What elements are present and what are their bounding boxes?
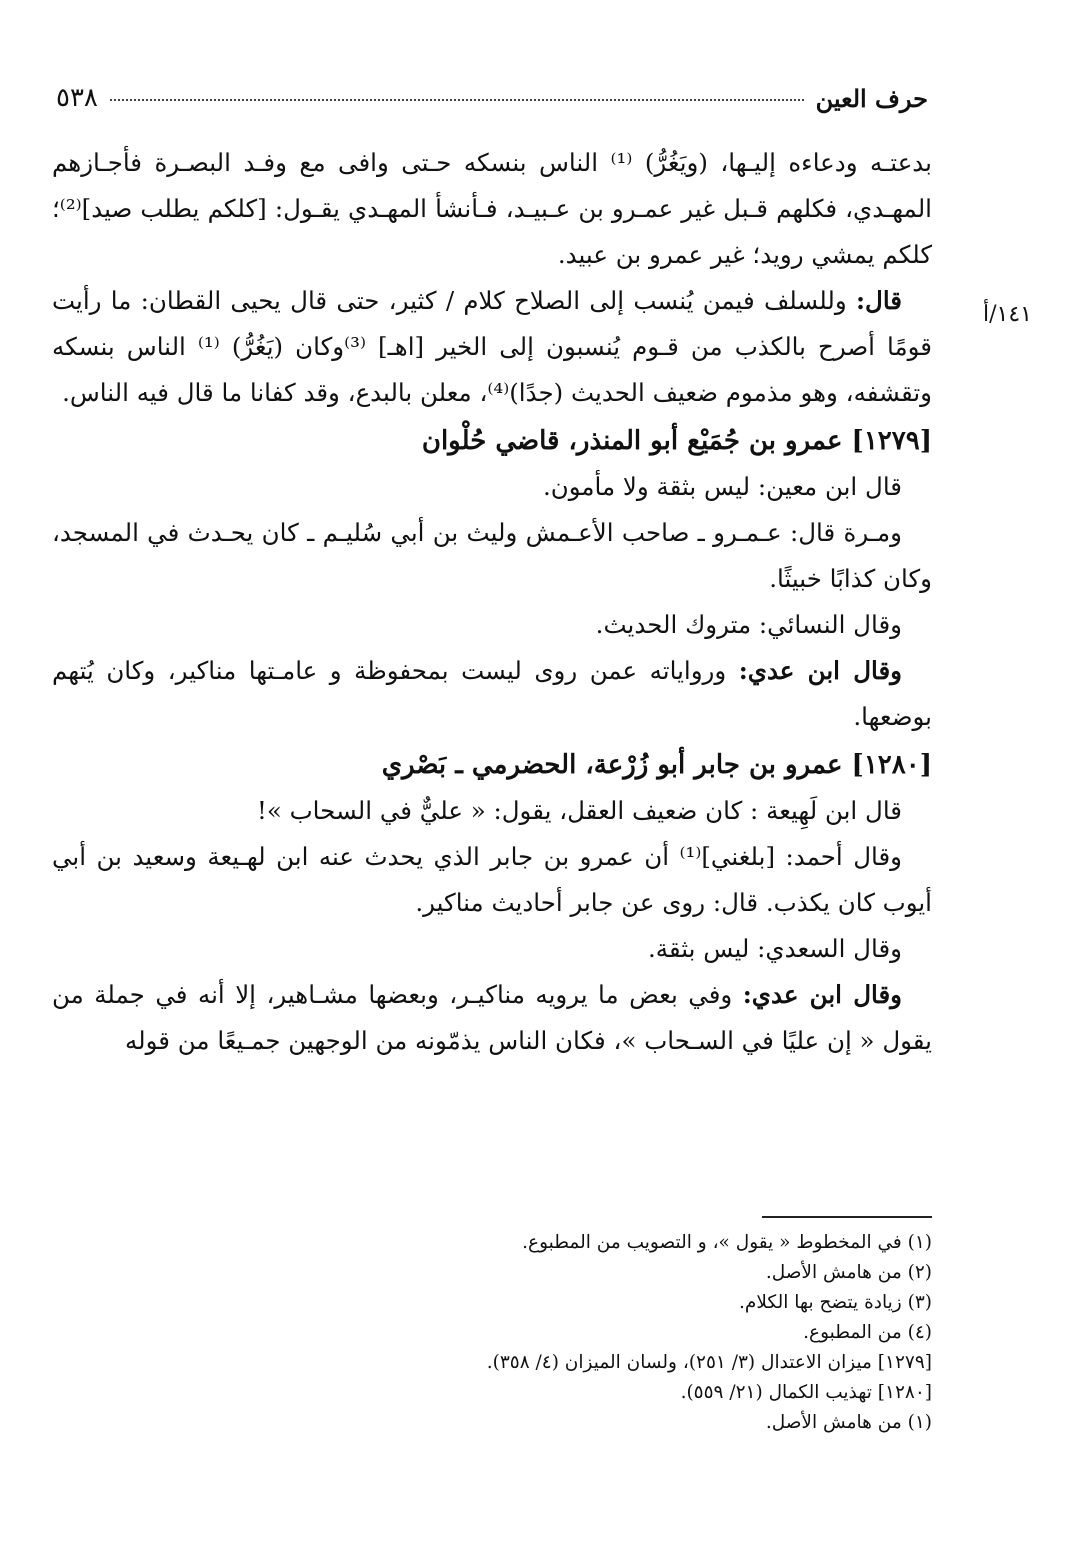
page-header <box>56 80 928 116</box>
paragraph: ومـرة قال: عـمـرو ـ صاحب الأعـمش وليث بن أبي سُليـم ـ كان يحـدث في المسجد، وكان كذابًا خبيثًا. <box>52 518 932 593</box>
paragraph: وقال أحمد: [بلغني]⁽¹⁾ أن عمرو بن جابر الذي يحدث عنه ابن لهـيعة وسعيد بن أبي أيوب كان يكذب. قال: روى عن جابر أحاديث مناكير. <box>52 842 932 917</box>
footnote-separator <box>762 1216 932 1218</box>
footnote: (١) من هامش الأصل. <box>765 1412 932 1433</box>
paragraph <box>52 278 932 416</box>
page-number: ٥٣٨ <box>56 83 98 113</box>
speaker-label: وقال ابن عدي: <box>742 980 903 1009</box>
paragraph: قال ابن معين: ليس بثقة ولا مأمون. <box>542 472 902 501</box>
footnote: [١٢٨٠] تهذيب الكمال (٢١/ ٥٥٩). <box>680 1382 932 1403</box>
header-dotted-rule <box>110 99 804 101</box>
paragraph: وقال السعدي: ليس بثقة. <box>647 934 902 963</box>
paragraph-text: ورواياته عمن روى ليست بمحفوظة و عامـتها مناكير، وكان يُتهم بوضعها. <box>52 656 932 731</box>
footnote: [١٢٧٩] ميزان الاعتدال (٣/ ٢٥١)، ولسان الميزان (٤/ ٣٥٨). <box>486 1352 932 1373</box>
footnote: (٣) زيادة يتضح بها الكلام. <box>739 1292 932 1313</box>
chapter-title: حرف العين <box>815 83 928 113</box>
paragraph <box>52 972 932 1064</box>
entry-heading-1280: [١٢٨٠] عمرو بن جابر أبو زُرْعة، الحضرمي ـ بَصْري <box>381 750 932 780</box>
paragraph: قال ابن لَهِيعة : كان ضعيف العقل، يقول: « عليٌّ في السحاب »! <box>256 796 902 825</box>
paragraph-text: وفي بعض ما يرويه مناكيـر، وبعضها مشـاهير، إلا أنه في جملة من يقول « إن عليًا في السـحاب »، فكان الناس يذمّونه من الوجهين جمـيعًا من قوله <box>52 980 932 1055</box>
entry-heading-1279: [١٢٧٩] عمرو بن جُمَيْع أبو المنذر، قاضي حُلْوان <box>421 426 932 456</box>
speaker-label: قال: <box>855 286 902 315</box>
paragraph: بدعتـه ودعاءه إليـها، (ويَغُرُّ) ⁽¹⁾ الناس بنسكه حـتى وافى مع وفـد البصـرة فأجـازهم المهـدي، فكلهم قـبل غير عمـرو بن عـبيـد، فـأنشأ المهـدي يقـول: [كلكم يطلب صيد]⁽²⁾؛ كلكم يمشي رويد؛ غير عمرو بن عبيد. <box>52 148 932 269</box>
manuscript-folio-marker: ١٤١/أ <box>983 302 1032 327</box>
footnotes <box>52 1228 932 1438</box>
paragraph: وقال النسائي: متروك الحديث. <box>595 610 902 639</box>
footnote: (٤) من المطبوع. <box>803 1322 932 1343</box>
paragraph <box>52 648 932 740</box>
footnote: (٢) من هامش الأصل. <box>765 1262 932 1283</box>
footnote: (١) في المخطوط « يقول »، و التصويب من المطبوع. <box>522 1232 932 1253</box>
speaker-label: وقال ابن عدي: <box>738 656 902 685</box>
paragraph-text: وللسلف فيمن يُنسب إلى الصلاح كلام / كثير، حتى قال يحيى القطان: ما رأيت قومًا أصرح بالكذب من قـوم يُنسبون إلى الخير [اهـ] ⁽³⁾وكان (يَغُرُّ) ⁽¹⁾ الناس بنسكه وتقشفه، وهو مذموم ضعيف الحديث (جدًا)⁽⁴⁾، معلن بالبدع، وقد كفانا ما قال فيه الناس. <box>52 286 932 407</box>
main-text <box>52 140 932 1064</box>
